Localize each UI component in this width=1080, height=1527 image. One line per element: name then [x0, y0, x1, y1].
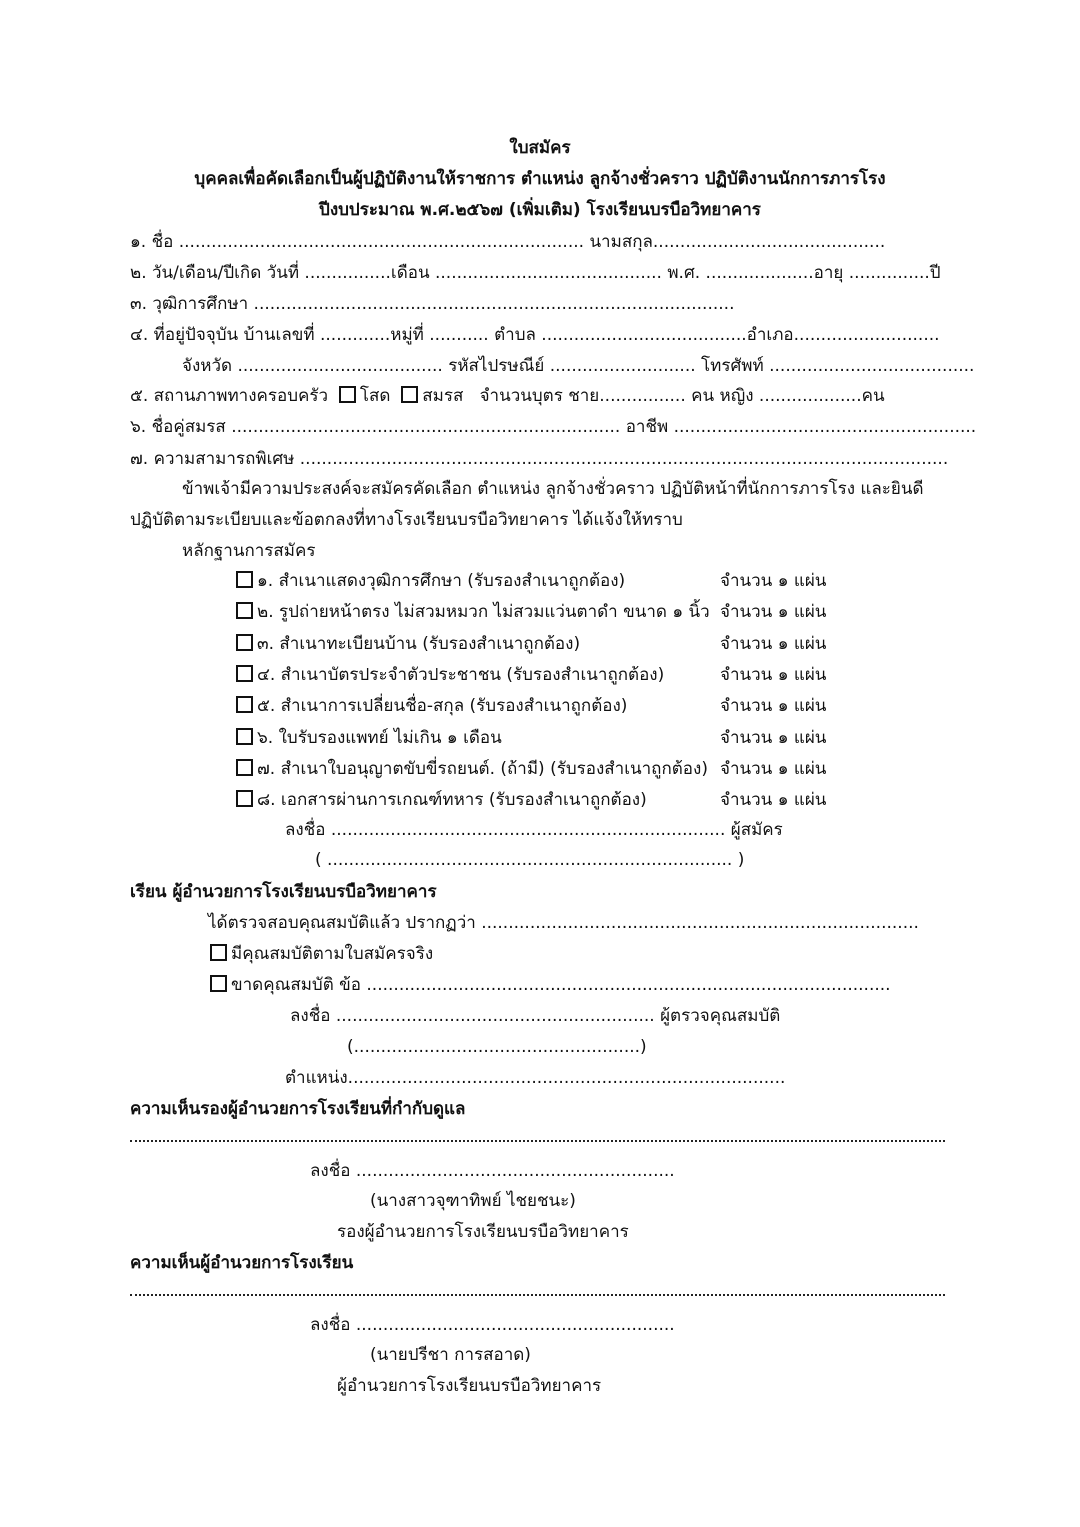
- evidence-item: [236, 664, 664, 686]
- principal-name: (นายปรีชา การสอาด): [370, 1345, 531, 1365]
- inspector-name[interactable]: (.....................................................): [347, 1037, 647, 1057]
- option-lacking: [210, 974, 891, 996]
- evidence-item-qty: จำนวน ๑ แผ่น: [720, 665, 827, 685]
- evidence-item-label: ๒. รูปถ่ายหน้าตรง ไม่สวมหมวก ไม่สวมแว่นตาดำ ขนาด ๑ นิ้ว: [257, 602, 710, 622]
- field-marital-status: [130, 385, 885, 407]
- principal-signature[interactable]: ลงชื่อ ...........................................................: [310, 1315, 675, 1335]
- evidence-item: [236, 789, 647, 811]
- checkbox-qualified[interactable]: [210, 944, 227, 961]
- declaration-line-2: ปฏิบัติตามระเบียบและข้อตกลงที่ทางโรงเรียนบรบือวิทยาคาร ได้แจ้งให้ทราบ: [130, 510, 683, 530]
- principal-title: ผู้อำนวยการโรงเรียนบรบือวิทยาคาร: [337, 1376, 602, 1396]
- deputy-name: (นางสาวจุฑาทิพย์ ไชยชนะ): [370, 1191, 576, 1211]
- checkbox-married[interactable]: [401, 386, 418, 403]
- evidence-item: [236, 727, 502, 749]
- evidence-checkbox[interactable]: [236, 602, 253, 619]
- evidence-item: [236, 601, 710, 623]
- evidence-item-qty: จำนวน ๑ แผ่น: [720, 602, 827, 622]
- evidence-item-qty: จำนวน ๑ แผ่น: [720, 790, 827, 810]
- evidence-item-label: ๓. สำเนาทะเบียนบ้าน (รับรองสำเนาถูกต้อง): [257, 634, 581, 654]
- evidence-item-qty: จำนวน ๑ แผ่น: [720, 634, 827, 654]
- evidence-item-qty: จำนวน ๑ แผ่น: [720, 696, 827, 716]
- single-label: โสด: [359, 386, 391, 406]
- form-subtitle-year: ปีงบประมาณ พ.ศ.๒๕๖๗ (เพิ่มเติม) โรงเรียนบรบือวิทยาคาร: [319, 200, 761, 220]
- evidence-checkbox[interactable]: [236, 790, 253, 807]
- evidence-item: [236, 695, 627, 717]
- form-title: ใบสมัคร: [509, 138, 571, 158]
- evidence-checkbox[interactable]: [236, 665, 253, 682]
- checkbox-lacking[interactable]: [210, 975, 227, 992]
- principal-heading: ความเห็นผู้อำนวยการโรงเรียน: [130, 1253, 354, 1273]
- deputy-opinion-line[interactable]: [130, 1140, 945, 1142]
- evidence-item-label: ๔. สำเนาบัตรประจำตัวประชาชน (รับรองสำเนาถูกต้อง): [257, 665, 665, 685]
- evidence-item: [236, 633, 580, 655]
- deputy-heading: ความเห็นรองผู้อำนวยการโรงเรียนที่กำกับดูแล: [130, 1099, 466, 1119]
- deputy-title: รองผู้อำนวยการโรงเรียนบรบือวิทยาคาร: [337, 1222, 629, 1242]
- evidence-item-label: ๘. เอกสารผ่านการเกณฑ์ทหาร (รับรองสำเนาถูกต้อง): [257, 790, 647, 810]
- evidence-item-qty: จำนวน ๑ แผ่น: [720, 728, 827, 748]
- evidence-heading: หลักฐานการสมัคร: [182, 541, 316, 561]
- evidence-item: [236, 758, 708, 780]
- director-heading: เรียน ผู้อำนวยการโรงเรียนบรบือวิทยาคาร: [130, 882, 437, 902]
- field-spouse[interactable]: ๖. ชื่อคู่สมรส ........................................................................ อาชีพ ........................................................: [130, 417, 977, 437]
- married-label: สมรส: [422, 386, 464, 406]
- deputy-signature[interactable]: ลงชื่อ ...........................................................: [310, 1161, 675, 1181]
- form-subtitle-position: บุคคลเพื่อคัดเลือกเป็นผู้ปฏิบัติงานให้ราชการ ตำแหน่ง ลูกจ้างชั่วคราว ปฏิบัติงานนักการภารโรง: [194, 169, 886, 189]
- field-address[interactable]: ๔. ที่อยู่ปัจจุบัน บ้านเลขที่ .............หมู่ที่ ........... ตำบล ......................................อำเภอ...........................: [130, 325, 940, 345]
- evidence-checkbox[interactable]: [236, 696, 253, 713]
- option-qualified: [210, 943, 433, 965]
- evidence-item-qty: จำนวน ๑ แผ่น: [720, 759, 827, 779]
- evidence-checkbox[interactable]: [236, 728, 253, 745]
- inspector-signature[interactable]: ลงชื่อ ........................................................... ผู้ตรวจคุณสมบัติ: [290, 1006, 781, 1026]
- applicant-name[interactable]: ( ........................................................................... ): [315, 850, 745, 870]
- evidence-checkbox[interactable]: [236, 759, 253, 776]
- marital-status-label: ๕. สถานภาพทางครอบครัว: [130, 386, 329, 406]
- field-education[interactable]: ๓. วุฒิการศึกษา .........................................................................................: [130, 294, 735, 314]
- evidence-item-label: ๖. ใบรับรองแพทย์ ไม่เกิน ๑ เดือน: [257, 728, 502, 748]
- evidence-item-label: ๑. สำเนาแสดงวุฒิการศึกษา (รับรองสำเนาถูกต้อง): [257, 571, 626, 591]
- children-field[interactable]: จำนวนบุตร ชาย................ คน หญิง ...................คน: [479, 386, 885, 406]
- qualified-label: มีคุณสมบัติตามใบสมัครจริง: [231, 944, 434, 964]
- field-province[interactable]: จังหวัด ...................................... รหัสไปรษณีย์ ........................... โทรศัพท์ ......................................: [182, 356, 975, 376]
- evidence-item-qty: จำนวน ๑ แผ่น: [720, 571, 827, 591]
- applicant-signature[interactable]: ลงชื่อ ......................................................................... ผู้สมัคร: [285, 820, 783, 840]
- checkbox-single[interactable]: [339, 386, 356, 403]
- evidence-item-label: ๕. สำเนาการเปลี่ยนชื่อ-สกุล (รับรองสำเนาถูกต้อง): [257, 696, 628, 716]
- field-special-skills[interactable]: ๗. ความสามารถพิเศษ ........................................................................................................................: [130, 449, 949, 469]
- qualification-check[interactable]: ได้ตรวจสอบคุณสมบัติแล้ว ปรากฏว่า .................................................................................: [208, 913, 919, 933]
- evidence-checkbox[interactable]: [236, 571, 253, 588]
- evidence-checkbox[interactable]: [236, 634, 253, 651]
- field-name[interactable]: ๑. ชื่อ ........................................................................... นามสกุล...........................................: [130, 232, 886, 252]
- principal-opinion-line[interactable]: [130, 1294, 945, 1296]
- inspector-position[interactable]: ตำแหน่ง.................................................................................: [285, 1068, 786, 1088]
- evidence-item: [236, 570, 625, 592]
- lacking-field[interactable]: ขาดคุณสมบัติ ข้อ .................................................................................................: [231, 975, 891, 995]
- evidence-item-label: ๗. สำเนาใบอนุญาตขับขี่รถยนต์. (ถ้ามี) (รับรองสำเนาถูกต้อง): [257, 759, 708, 779]
- field-birthdate[interactable]: ๒. วัน/เดือน/ปีเกิด วันที่ ................เดือน .......................................... พ.ศ. ....................อายุ ...............ปี: [130, 263, 941, 283]
- declaration-line-1: ข้าพเจ้ามีความประสงค์จะสมัครคัดเลือก ตำแหน่ง ลูกจ้างชั่วคราว ปฏิบัติหน้าที่นักการภารโรง และยินดี: [182, 479, 924, 499]
